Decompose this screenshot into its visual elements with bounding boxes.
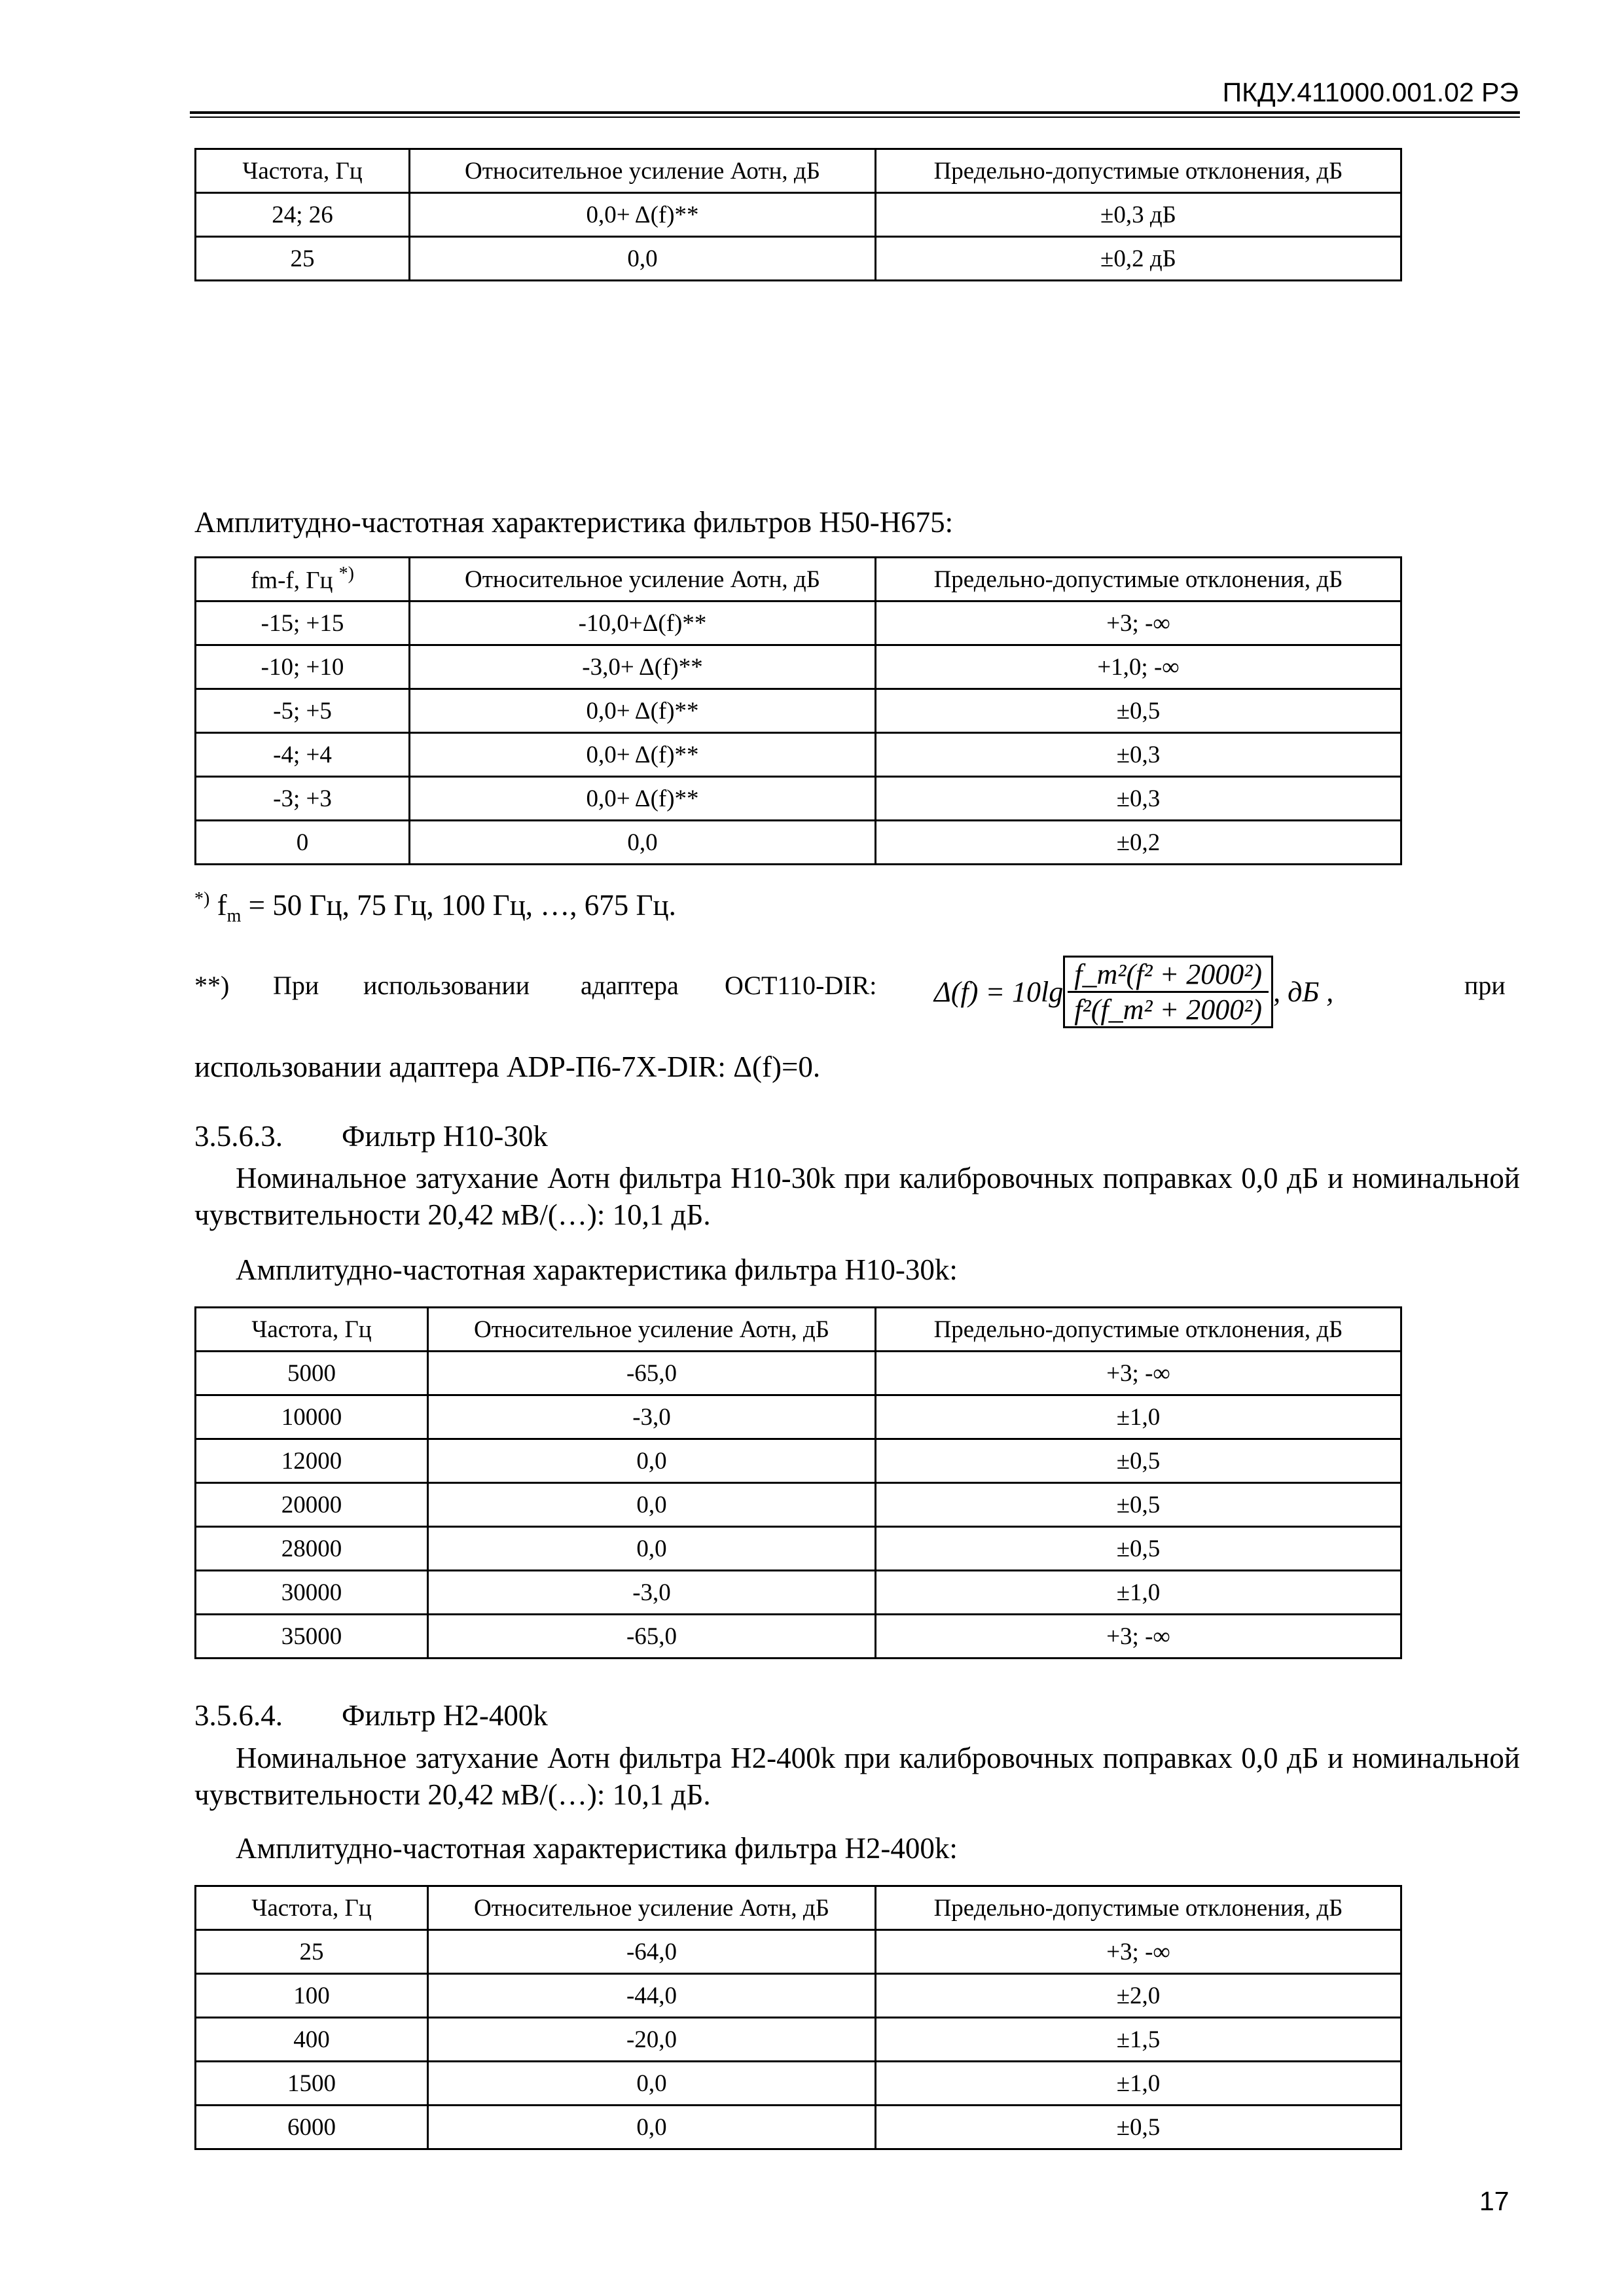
table-cell: 20000 [196, 1483, 428, 1527]
table-cell: 0,0+ Δ(f)** [410, 733, 876, 777]
table-cell: 0,0 [428, 1439, 876, 1483]
header-cell: Предельно-допустимые отклонения, дБ [876, 1886, 1401, 1930]
table-h50 [194, 556, 1402, 865]
formula-lhs: Δ(f) = 10lg [934, 975, 1064, 1008]
table-cell: -10; +10 [196, 645, 410, 689]
table-row [196, 601, 1401, 645]
footnote-2-line2: использовании адаптера ADP-П6-7X-DIR: Δ(f)=0. [194, 1050, 821, 1083]
table-row [196, 2062, 1401, 2106]
header-label: fm-f, Гц [250, 567, 333, 594]
header-rule-thin [190, 117, 1520, 118]
table-cell: 24; 26 [196, 193, 410, 237]
formula-unit: , дБ , [1273, 975, 1334, 1008]
section-caption: Амплитудно-частотная характеристика фильтра Н2-400k: [236, 1832, 958, 1865]
section-title: Фильтр Н10-30k [342, 1120, 548, 1153]
table-header-row [196, 558, 1401, 601]
table-cell: -4; +4 [196, 733, 410, 777]
table-cell: ±0,5 [876, 1439, 1401, 1483]
table-cell: 100 [196, 1974, 428, 2018]
formula-denominator: f²(f_m² + 2000²) [1074, 993, 1263, 1026]
formula-fraction [1068, 958, 1269, 1026]
table-cell: -5; +5 [196, 689, 410, 733]
table-cell: -20,0 [428, 2018, 876, 2062]
table-cell: -64,0 [428, 1930, 876, 1974]
table-row [196, 1615, 1401, 1659]
table-cell: 10000 [196, 1395, 428, 1439]
table-cell: -10,0+Δ(f)** [410, 601, 876, 645]
section-text: Номинальное затухание Аотн фильтра Н10-30k при калибровочных поправках 0,0 дБ и номинальной чувствительности 20,42 мВ/(…): 10,1 дБ. [194, 1162, 1520, 1231]
fm-subscript: m [226, 906, 242, 926]
table-cell: 0,0 [410, 237, 876, 281]
table-cell: -65,0 [428, 1615, 876, 1659]
section-number: 3.5.6.4. [194, 1699, 283, 1732]
table-cell: 28000 [196, 1527, 428, 1571]
footnote-word: При [273, 971, 319, 1000]
table-cell: 25 [196, 1930, 428, 1974]
table-cell: ±1,5 [876, 2018, 1401, 2062]
header-cell: Предельно-допустимые отклонения, дБ [876, 558, 1401, 601]
table-cell: -3,0 [428, 1571, 876, 1615]
header-cell: Предельно-допустимые отклонения, дБ [876, 1308, 1401, 1352]
table-cell: -3,0+ Δ(f)** [410, 645, 876, 689]
table-h10-30k [194, 1306, 1402, 1659]
table-cell: 0,0+ Δ(f)** [410, 689, 876, 733]
footnote-word: **) [194, 971, 230, 1000]
header-cell [196, 558, 410, 601]
table-cell: -15; +15 [196, 601, 410, 645]
table-row [196, 2018, 1401, 2062]
table-row [196, 1571, 1401, 1615]
footnote-mark: *) [194, 889, 210, 909]
table-cell: +1,0; -∞ [876, 645, 1401, 689]
table-row [196, 1352, 1401, 1395]
table-header-row [196, 1308, 1401, 1352]
table-header-row [196, 149, 1401, 193]
h50-caption: Амплитудно-частотная характеристика фильтров Н50-Н675: [194, 506, 954, 539]
table-cell: +3; -∞ [876, 601, 1401, 645]
footnote-2 [194, 936, 1520, 1047]
table-cell: ±0,3 дБ [876, 193, 1401, 237]
section-text: Номинальное затухание Аотн фильтра Н2-400k при калибровочных поправках 0,0 дБ и номинальной чувствительности 20,42 мВ/(…): 10,1 дБ. [194, 1742, 1520, 1811]
table-cell: 0,0 [428, 2106, 876, 2149]
header-cell: Предельно-допустимые отклонения, дБ [876, 149, 1401, 193]
table-top [194, 148, 1402, 281]
footnote-text: = 50 Гц, 75 Гц, 100 Гц, …, 675 Гц. [241, 889, 676, 922]
table-cell: ±1,0 [876, 1571, 1401, 1615]
formula-numerator: f_m²(f² + 2000²) [1068, 958, 1269, 993]
table-cell: ±0,5 [876, 2106, 1401, 2149]
table-row [196, 821, 1401, 865]
table-cell: 0,0 [428, 2062, 876, 2106]
table-cell: ±0,5 [876, 689, 1401, 733]
table-row [196, 193, 1401, 237]
table-cell: 30000 [196, 1571, 428, 1615]
table-cell: 35000 [196, 1615, 428, 1659]
table-cell: ±1,0 [876, 1395, 1401, 1439]
table-cell: 400 [196, 2018, 428, 2062]
table-cell: ±1,0 [876, 2062, 1401, 2106]
table-cell: ±0,5 [876, 1527, 1401, 1571]
table-row [196, 1930, 1401, 1974]
table-cell: 0,0+ Δ(f)** [410, 777, 876, 821]
header-cell: Частота, Гц [196, 1886, 428, 1930]
table-row [196, 1395, 1401, 1439]
table-cell: 5000 [196, 1352, 428, 1395]
table-cell: 0,0+ Δ(f)** [410, 193, 876, 237]
header-cell: Частота, Гц [196, 149, 410, 193]
table-header-row [196, 1886, 1401, 1930]
document-code: ПКДУ.411000.001.02 РЭ [1222, 77, 1519, 107]
table-cell: 0,0 [428, 1483, 876, 1527]
footnote-word: адаптера [581, 971, 679, 1000]
fm-symbol: f [217, 889, 227, 922]
section-caption: Амплитудно-частотная характеристика фильтра Н10-30k: [236, 1253, 958, 1286]
table-row [196, 1483, 1401, 1527]
table-cell: +3; -∞ [876, 1930, 1401, 1974]
table-cell: +3; -∞ [876, 1352, 1401, 1395]
header-cell: Относительное усиление Аотн, дБ [410, 558, 876, 601]
formula [934, 936, 1333, 1047]
table-cell: -44,0 [428, 1974, 876, 2018]
table-cell: ±0,2 дБ [876, 237, 1401, 281]
table-cell: 25 [196, 237, 410, 281]
table-cell: -3; +3 [196, 777, 410, 821]
footnote-word: ОСТ110-DIR: [725, 971, 877, 1000]
footnote-mark: *) [338, 564, 354, 584]
table-row [196, 689, 1401, 733]
table-cell: ±0,3 [876, 733, 1401, 777]
table-row [196, 2106, 1401, 2149]
table-cell: 0,0 [410, 821, 876, 865]
table-row [196, 645, 1401, 689]
table-cell: ±2,0 [876, 1974, 1401, 2018]
table-cell: 6000 [196, 2106, 428, 2149]
section-number: 3.5.6.3. [194, 1120, 283, 1153]
table-cell: 1500 [196, 2062, 428, 2106]
table-cell: -65,0 [428, 1352, 876, 1395]
table-row [196, 1527, 1401, 1571]
table-row [196, 777, 1401, 821]
page-number: 17 [1479, 2186, 1509, 2216]
header-rule [190, 111, 1520, 114]
table-row [196, 1439, 1401, 1483]
footnote-word: использовании [363, 971, 530, 1000]
table-cell: -3,0 [428, 1395, 876, 1439]
header-cell: Относительное усиление Аотн, дБ [428, 1308, 876, 1352]
table-cell: ±0,2 [876, 821, 1401, 865]
footnote-1 [194, 881, 676, 935]
table-row [196, 733, 1401, 777]
table-cell: 0 [196, 821, 410, 865]
table-cell: +3; -∞ [876, 1615, 1401, 1659]
table-row [196, 237, 1401, 281]
header-cell: Относительное усиление Аотн, дБ [428, 1886, 876, 1930]
formula-bracket [1063, 956, 1273, 1028]
footnote-word: при [1464, 971, 1506, 1000]
table-row [196, 1974, 1401, 2018]
header-cell: Частота, Гц [196, 1308, 428, 1352]
table-cell: 0,0 [428, 1527, 876, 1571]
table-cell: ±0,5 [876, 1483, 1401, 1527]
table-cell: 12000 [196, 1439, 428, 1483]
table-h2-400k [194, 1885, 1402, 2150]
header-cell: Относительное усиление Аотн, дБ [410, 149, 876, 193]
section-title: Фильтр Н2-400k [342, 1699, 548, 1732]
table-cell: ±0,3 [876, 777, 1401, 821]
